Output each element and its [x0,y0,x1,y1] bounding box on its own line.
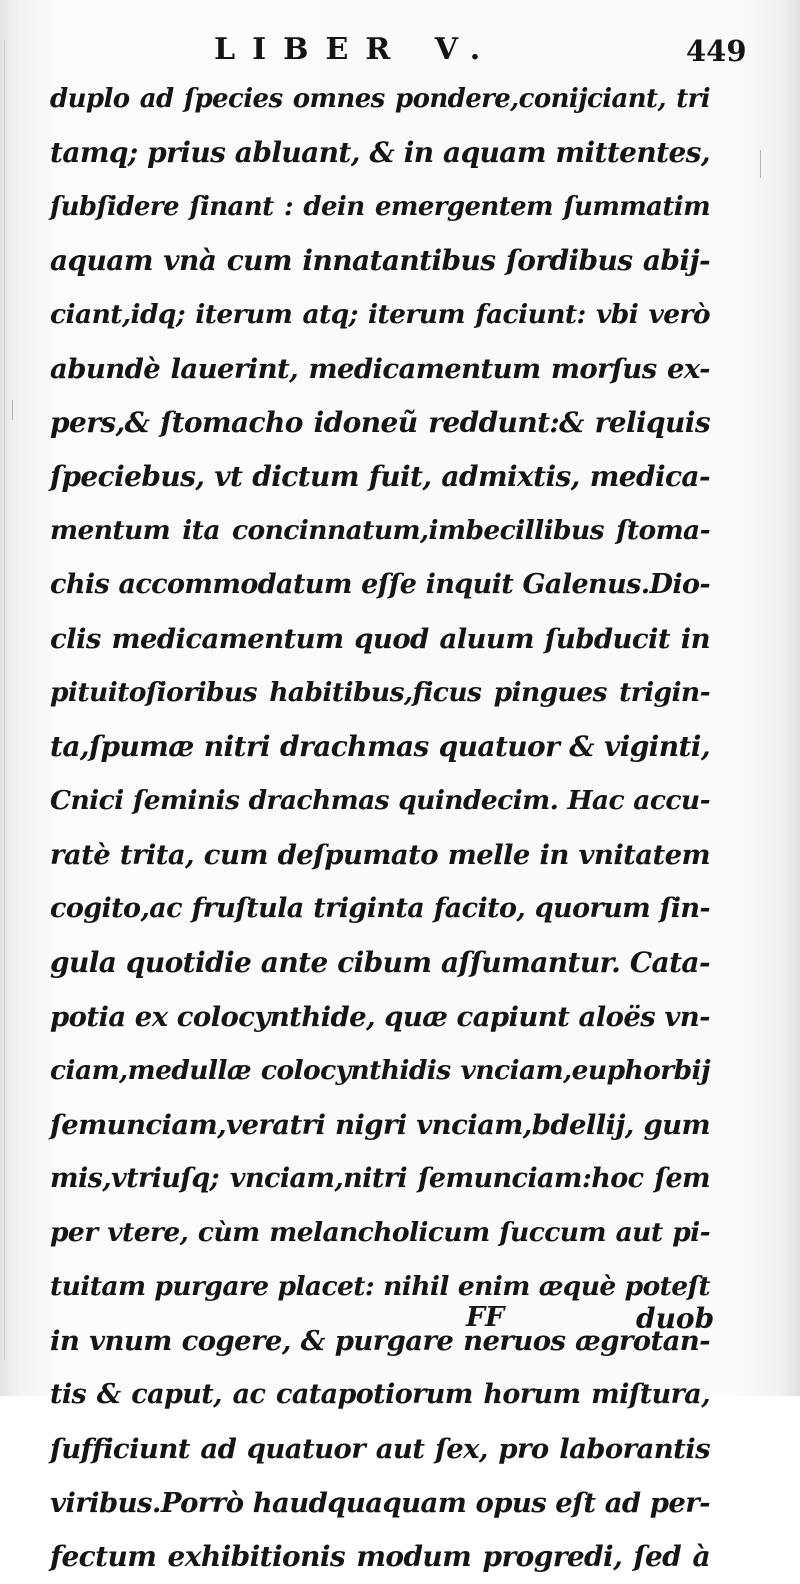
text-line: tis & caput, ac catapotiorum horum miſtura, [50,1379,710,1410]
text-line: chis accommodatum eſſe inquit Galenus.Dio- [50,569,710,600]
text-line: mentum ita concinnatum,imbecillibus ſtoma- [50,515,710,546]
text-line: ciant,idq; iterum atq; iterum faciunt: vbi verò [50,299,710,330]
text-line: in vnum cogere, & purgare neruos ægrotan- [50,1325,710,1357]
page-edge-shadow [4,40,5,1360]
text-line: Cnici ſeminis drachmas quindecim. Hac accu- [50,785,710,816]
text-line: per vtere, cùm melancholicum ſuccum aut pi- [50,1217,710,1248]
text-line: ſemunciam,veratri nigri vnciam,bdellij, gum [50,1109,710,1141]
text-line: tuitam purgare placet: nihil enim æquè poteſt [50,1271,710,1302]
text-line: ſufficiunt ad quatuor aut ſex, pro laborantis [50,1433,710,1465]
text-line: ſubſidere ſinant : dein emergentem ſummatim [50,192,710,222]
signature-mark: FF [466,1302,505,1333]
text-line: cogito,ac fruſtula triginta facito, quorum ſin- [50,893,710,924]
text-line: ta,ſpumæ nitri drachmas quatuor & viginti, [50,730,710,763]
text-line: tamq; prius abluant, & in aquam mittentes, [50,136,710,169]
text-line: duplo ad ſpecies omnes pondere,conijciant, tri [50,84,710,114]
text-line: abundè lauerint, medicamentum morſus ex- [50,353,710,385]
text-line: clis medicamentum quod aluum ſubducit in [50,623,710,655]
margin-mark [760,150,761,178]
text-line: fectum exhibitionis modum progredi, ſed à [50,1540,710,1573]
text-line: ratè trita, cum deſpumato melle in vnitatem [50,839,710,871]
page-number: 449 [686,34,747,68]
running-head: LIBER V. [214,32,498,67]
page-footer [0,1302,800,1342]
text-line: ſpeciebus, vt dictum fuit, admixtis, medica- [50,460,710,493]
text-line: ciam,medullæ colocynthidis vnciam,euphorbij [50,1055,710,1086]
text-line: pituitoſioribus habitibus,ficus pingues trigin- [50,677,710,708]
catchword: duob [636,1302,715,1335]
text-line: gula quotidie ante cibum aſſumantur. Cata- [50,946,710,979]
text-line: viribus.Porrò haudquaquam opus eſt ad per- [50,1487,710,1519]
margin-mark [12,400,13,420]
text-line: mis,vtriuſq; vnciam,nitri ſemunciam:hoc ſem [50,1163,710,1194]
text-line: potia ex colocynthide, quæ capiunt aloës vn- [50,1001,710,1033]
text-line: pers,& ſtomacho idoneũ reddunt:& reliquis [50,406,710,439]
text-line: aquam vnà cum innatantibus ſordibus abij- [50,244,710,277]
body-text [50,72,710,1584]
